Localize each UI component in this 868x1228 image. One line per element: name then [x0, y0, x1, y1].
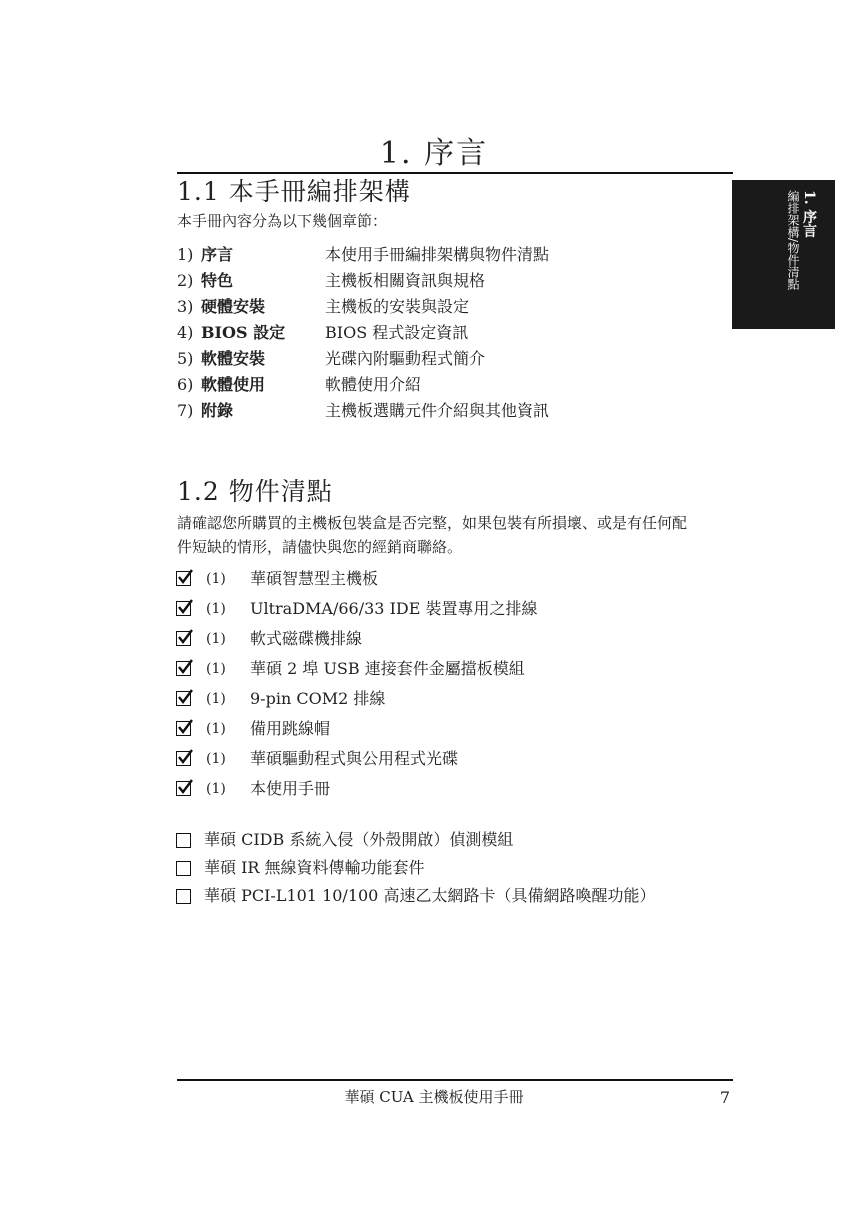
side-tab-chapter: 1. 序言 — [801, 190, 817, 238]
item-label: 華碩 IR 無線資料傳輸功能套件 — [204, 858, 425, 877]
item-quantity: (1) — [206, 571, 226, 587]
section-2-heading: 1.2 物件清點 — [177, 477, 333, 506]
item-label: UltraDMA/66/33 IDE 裝置專用之排線 — [250, 599, 538, 618]
side-tab-subtitle: 編排架構/物件清點 — [786, 190, 800, 291]
item-quantity: (1) — [206, 721, 226, 737]
checkbox-unchecked[interactable] — [176, 861, 191, 876]
checkmark-icon — [176, 568, 194, 586]
chapter-number: 2) — [177, 271, 194, 290]
checkbox-unchecked[interactable] — [176, 889, 191, 904]
section-2-intro-line-1: 請確認您所購買的主機板包裝盒是否完整，如果包裝有所損壞、或是有任何配 — [177, 514, 688, 532]
footer-title: 華碩 CUA 主機板使用手冊 — [344, 1088, 524, 1106]
section-1-intro: 本手冊內容分為以下幾個章節： — [177, 212, 388, 230]
item-label: 華碩 CIDB 系統入侵（外殼開啟）偵測模組 — [204, 830, 514, 849]
chapter-number: 7) — [177, 401, 194, 420]
chapter-description: 主機板相關資訊與規格 — [325, 271, 486, 290]
chapter-title: 1. 序言 — [379, 136, 489, 171]
item-quantity: (1) — [206, 751, 226, 767]
item-quantity: (1) — [206, 631, 226, 647]
checkbox-checked[interactable] — [176, 631, 191, 646]
section-1-heading: 1.1 本手冊編排架構 — [177, 177, 411, 206]
checkbox-checked[interactable] — [176, 721, 191, 736]
checkmark-icon — [176, 748, 194, 766]
checkbox-checked[interactable] — [176, 601, 191, 616]
chapter-name: 特色 — [201, 271, 234, 290]
item-label: 華碩驅動程式與公用程式光碟 — [250, 749, 459, 768]
item-quantity: (1) — [206, 781, 226, 797]
checkmark-icon — [176, 628, 194, 646]
item-label: 本使用手冊 — [250, 779, 331, 798]
chapter-number: 6) — [177, 375, 194, 394]
chapter-side-tab — [732, 180, 835, 329]
checkmark-icon — [176, 598, 194, 616]
checkbox-checked[interactable] — [176, 781, 191, 796]
item-label: 華碩 PCI-L101 10/100 高速乙太網路卡（具備網路喚醒功能） — [204, 886, 656, 905]
chapter-name: 序言 — [201, 245, 234, 264]
footer-rule — [177, 1079, 733, 1081]
chapter-description: 主機板選購元件介紹與其他資訊 — [325, 401, 550, 420]
chapter-name: 附錄 — [201, 401, 234, 420]
section-2-intro-line-2: 件短缺的情形，請儘快與您的經銷商聯絡。 — [177, 538, 463, 556]
checkbox-checked[interactable] — [176, 751, 191, 766]
item-label: 備用跳線帽 — [250, 719, 331, 738]
chapter-name: 軟體使用 — [201, 375, 266, 394]
chapter-name: 硬體安裝 — [201, 297, 266, 316]
checkmark-icon — [176, 718, 194, 736]
item-quantity: (1) — [206, 601, 226, 617]
chapter-number: 3) — [177, 297, 194, 316]
chapter-number: 1) — [177, 245, 194, 264]
side-tab-text — [785, 190, 817, 290]
chapter-description: 本使用手冊編排架構與物件清點 — [325, 245, 550, 264]
checkbox-unchecked[interactable] — [176, 833, 191, 848]
chapter-description: 軟體使用介紹 — [325, 375, 422, 394]
chapter-description: BIOS 程式設定資訊 — [325, 323, 469, 342]
checkbox-checked[interactable] — [176, 691, 191, 706]
item-label: 9-pin COM2 排線 — [250, 689, 386, 708]
page-number: 7 — [719, 1088, 730, 1107]
chapter-name: BIOS 設定 — [201, 323, 286, 342]
item-label: 華碩智慧型主機板 — [250, 569, 379, 588]
checkmark-icon — [176, 688, 194, 706]
chapter-number: 4) — [177, 323, 194, 342]
chapter-description: 光碟內附驅動程式簡介 — [325, 349, 486, 368]
checkmark-icon — [176, 778, 194, 796]
item-label: 軟式磁碟機排線 — [250, 629, 363, 648]
item-quantity: (1) — [206, 691, 226, 707]
chapter-name: 軟體安裝 — [201, 349, 266, 368]
checkbox-checked[interactable] — [176, 661, 191, 676]
item-quantity: (1) — [206, 661, 226, 677]
checkbox-checked[interactable] — [176, 571, 191, 586]
item-label: 華碩 2 埠 USB 連接套件金屬擋板模組 — [250, 659, 525, 678]
chapter-number: 5) — [177, 349, 194, 368]
checkmark-icon — [176, 658, 194, 676]
chapter-description: 主機板的安裝與設定 — [325, 297, 470, 316]
